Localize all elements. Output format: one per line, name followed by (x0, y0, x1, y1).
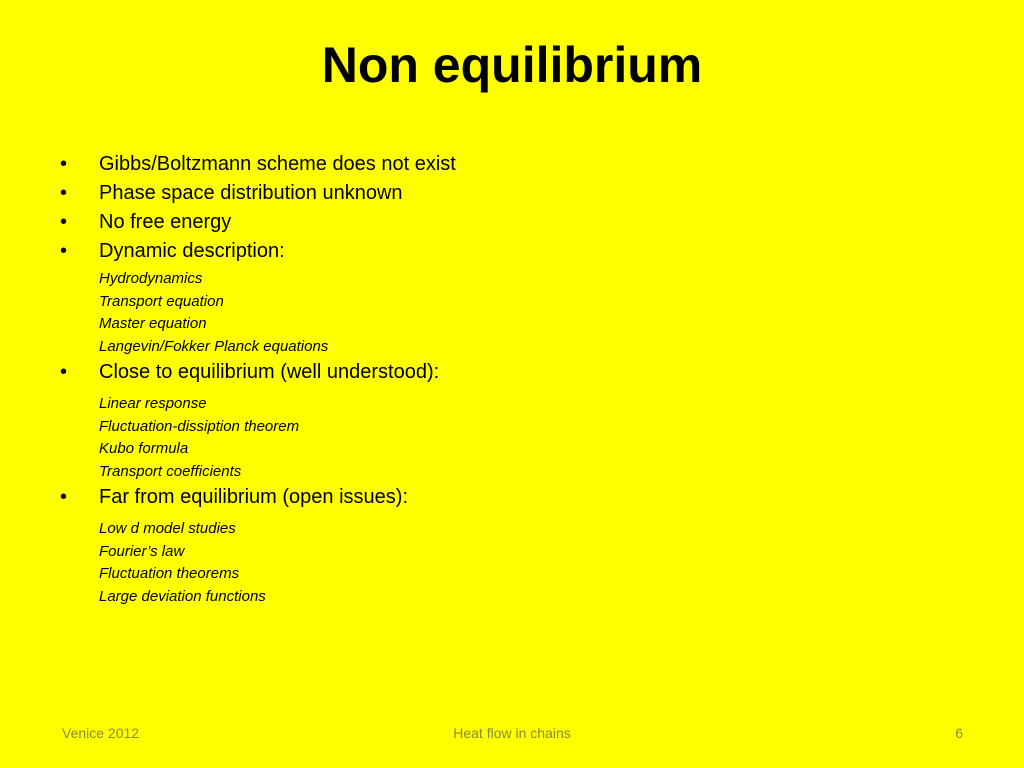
sub-item: Linear response (99, 395, 207, 412)
bullet-text: Gibbs/Boltzmann scheme does not exist (99, 153, 456, 175)
sub-item: Fluctuation theorems (99, 565, 240, 582)
sub-item: Master equation (99, 315, 207, 332)
sub-item: Fourier’s law (99, 542, 185, 560)
sub-item: Hydrodynamics (99, 270, 203, 287)
sub-item: Transport equation (99, 292, 224, 310)
bullet-text: Far from equilibrium (open issues): (99, 486, 408, 508)
sub-list (60, 518, 960, 608)
bullet-dot-icon: • (60, 361, 68, 383)
sub-list (60, 393, 960, 483)
sub-list (60, 268, 960, 358)
bullet-text: Phase space distribution unknown (99, 182, 403, 204)
bullet-item (60, 237, 960, 266)
bullet-item (60, 358, 960, 387)
sub-item: Kubo formula (99, 440, 189, 457)
sub-item: Transport coefficients (99, 462, 242, 480)
footer-center-text: Heat flow in chains (453, 725, 571, 741)
page-number: 6 (955, 725, 963, 741)
sub-item: Fluctuation-dissiption theorem (99, 417, 300, 435)
bullet-item (60, 208, 960, 237)
bullet-item (60, 150, 960, 179)
sub-item: Low d model studies (99, 520, 236, 537)
bullet-item (60, 483, 960, 512)
bullet-list (60, 150, 960, 608)
bullet-dot-icon: • (60, 153, 68, 175)
bullet-dot-icon: • (60, 240, 68, 262)
bullet-text: Close to equilibrium (well understood): (99, 361, 440, 383)
footer-left-text: Venice 2012 (62, 725, 140, 741)
bullet-dot-icon: • (60, 486, 68, 508)
sub-item: Langevin/Fokker Planck equations (99, 337, 329, 355)
bullet-text: No free energy (99, 211, 232, 233)
slide-title: Non equilibrium (321, 37, 703, 93)
bullet-text: Dynamic description: (99, 240, 285, 262)
bullet-dot-icon: • (60, 182, 68, 204)
bullet-dot-icon: • (60, 211, 68, 233)
sub-item: Large deviation functions (99, 587, 266, 605)
bullet-item (60, 179, 960, 208)
